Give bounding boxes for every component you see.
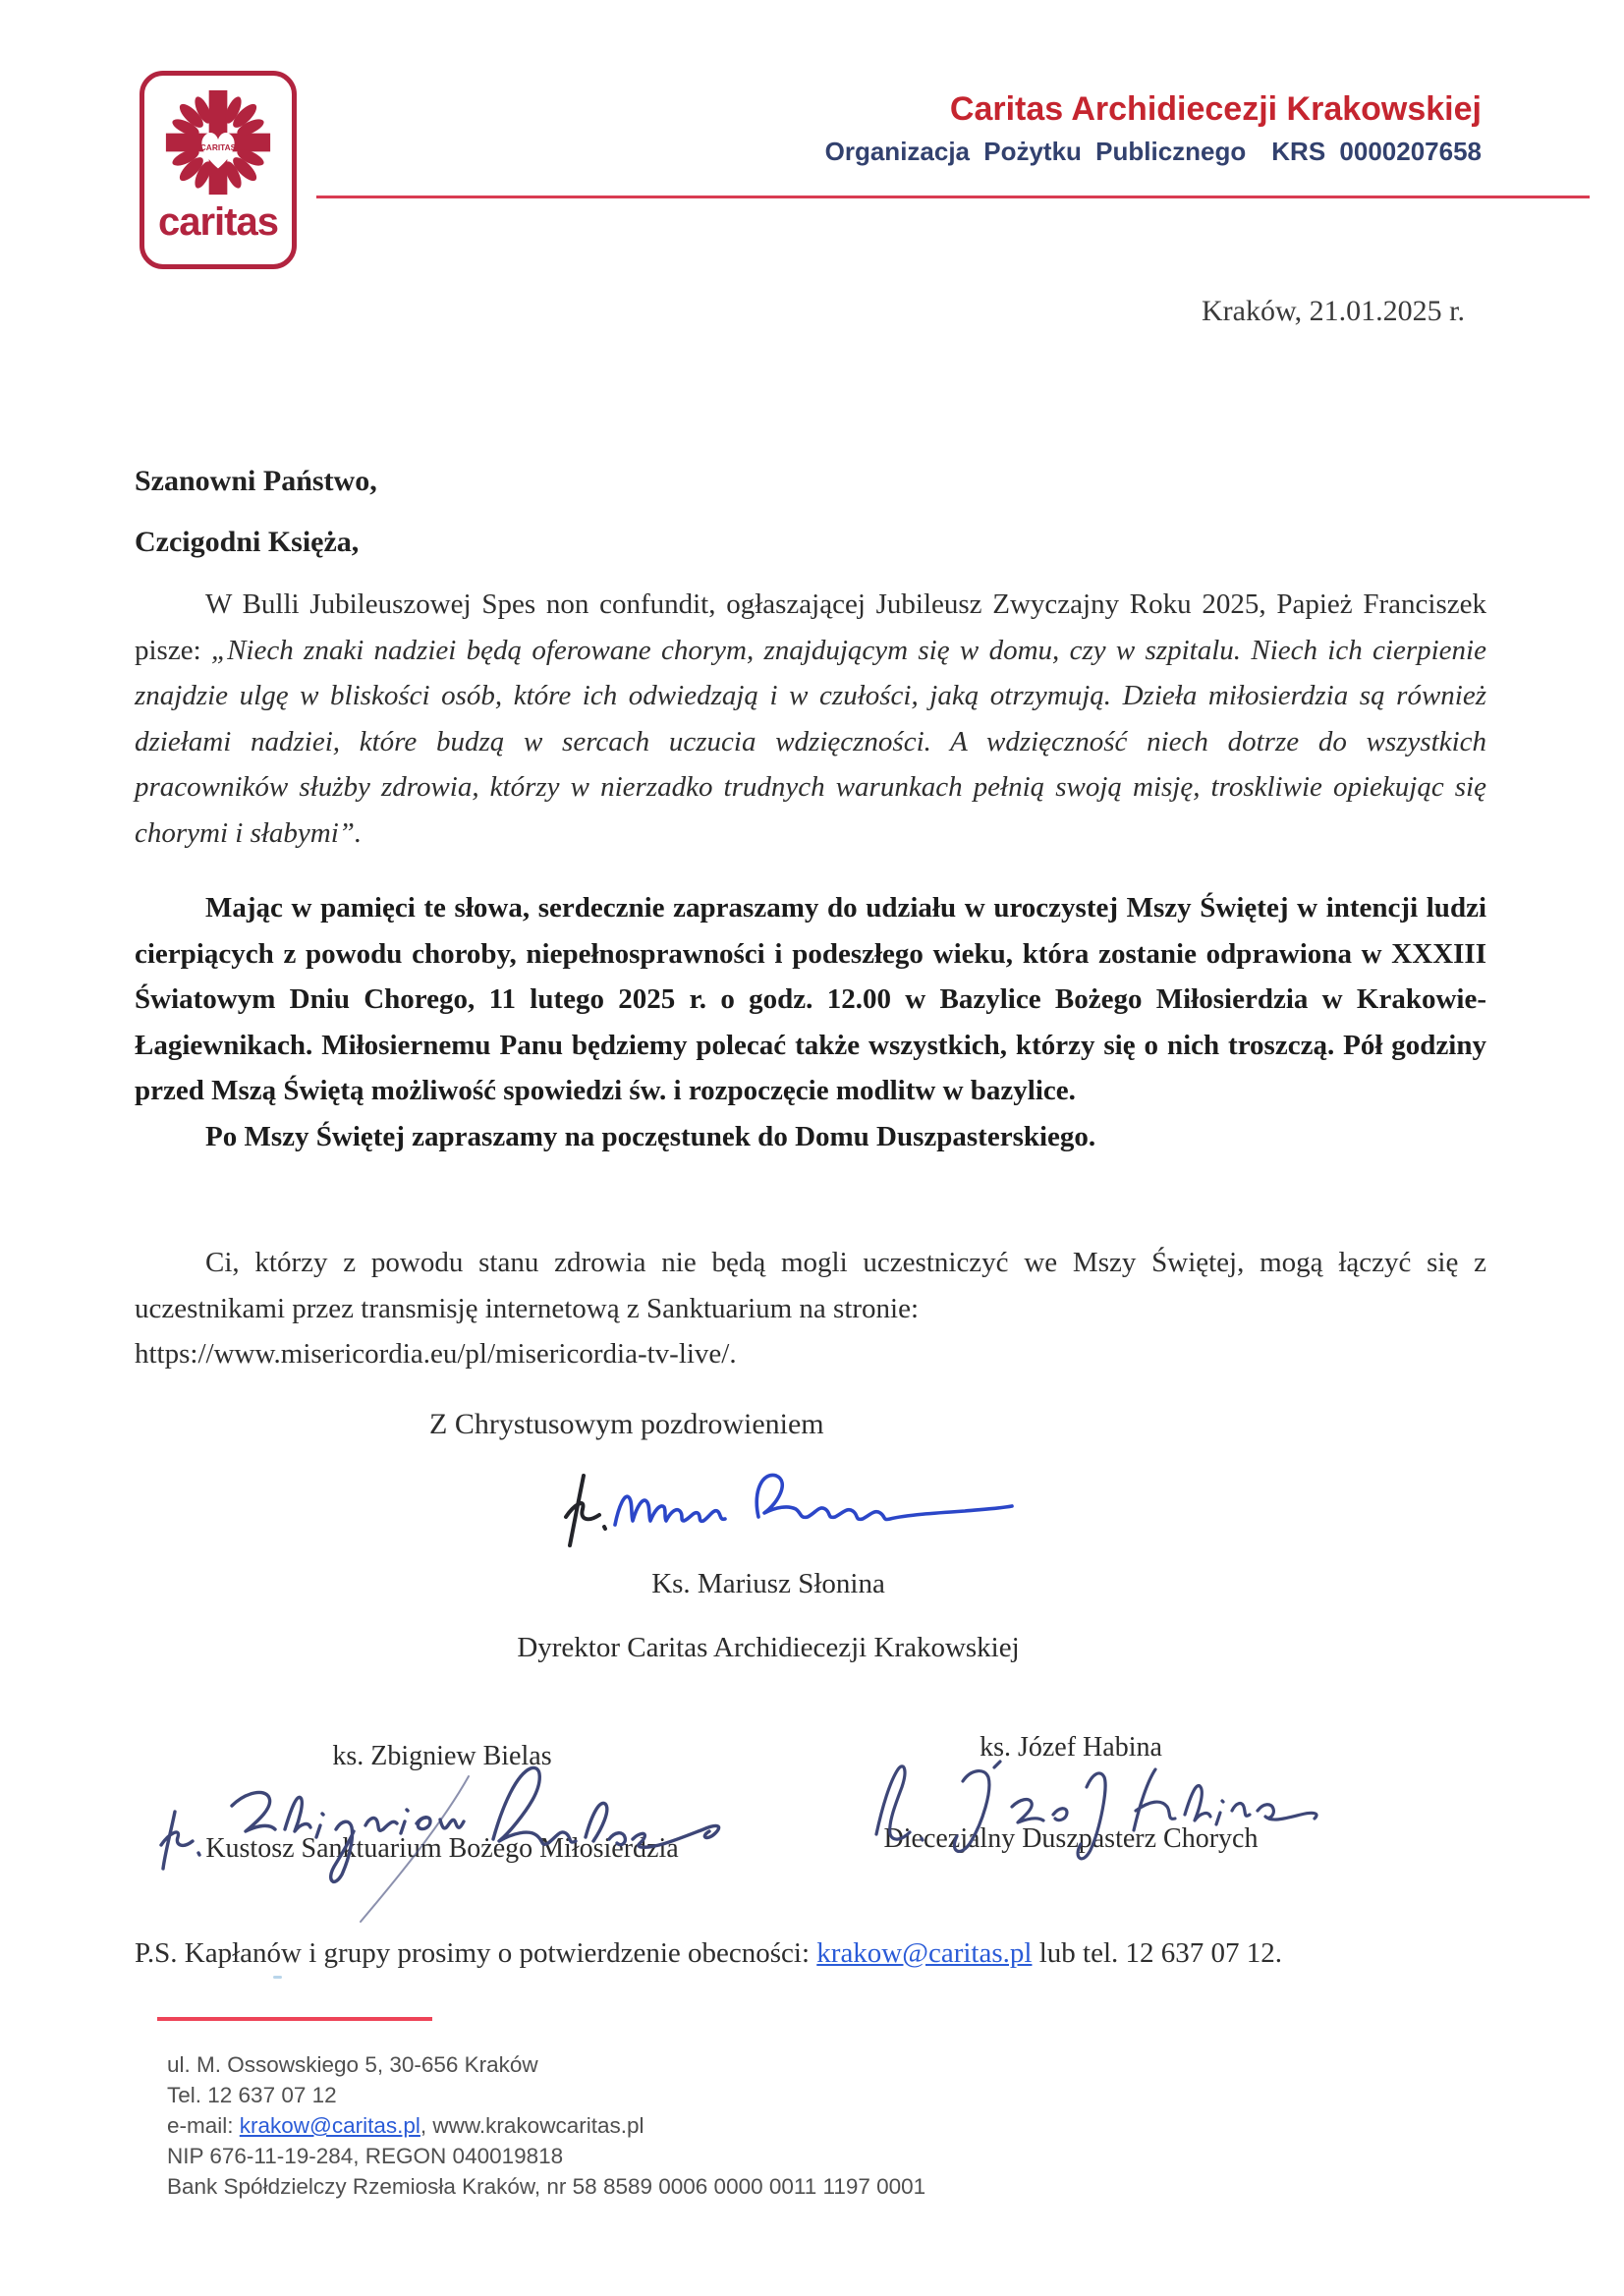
emblem-caritas-text: CARITAS (199, 141, 237, 152)
scan-artifact (273, 1976, 282, 1979)
footer-email-line (167, 2110, 925, 2141)
cosigner-left-title: Kustosz Sanktuarium Bożego Miłosierdzia (205, 1833, 679, 1864)
date-line: Kraków, 21.01.2025 r. (1201, 295, 1465, 327)
closing-line: Z Chrystusowym pozdrowieniem (429, 1408, 824, 1440)
signature-zbigniew-bielas (147, 1755, 756, 1937)
opp-label: Organizacja Pożytku Publicznego (824, 137, 1247, 167)
krs-number: KRS 0000207658 (1271, 137, 1482, 167)
salutation-1: Szanowni Państwo, (135, 465, 377, 497)
paragraph-3-text: Ci, którzy z powodu stanu zdrowia nie będą mogli uczestniczyć we Mszy Świętej, mogą łączyć się z uczestnikami przez transmisję internetową z Sanktuarium na stronie: (135, 1247, 1486, 1324)
ps-line (135, 1937, 1530, 1970)
masthead (825, 90, 1482, 167)
signer-name: Ks. Mariusz Słonina (651, 1568, 885, 1599)
cosigner-right-name: ks. Józef Habina (980, 1732, 1162, 1763)
paragraph-1 (135, 582, 1486, 856)
signer-title: Dyrektor Caritas Archidiecezji Krakowskiej (517, 1632, 1020, 1663)
logo-wordmark: caritas (158, 200, 278, 244)
paragraph-2 (135, 885, 1486, 1159)
caritas-emblem-icon (160, 83, 276, 202)
signer-block (135, 1568, 1402, 1664)
paragraph-3 (135, 1240, 1486, 1377)
paragraph-1-quote: „Niech znaki nadziei będą oferowane chorym, znajdującym się w domu, czy w szpitalu. Niech ich cierpienie znajdzie ulgę w bliskości osób, które ich odwiedzają i w czułości, jaką otrzymują. Dzieła miłosierdzia są również dziełami nadziei, które budzą w sercach uczucia wdzięczności. A wdzięczność niech dotrze do wszystkich pracowników służby zdrowia, którzy w nierzadko trudnych warunkach pełnią swoją misję, troskliwie opiekując się chorymi i słabymi”. (135, 634, 1486, 849)
org-name: Caritas Archidiecezji Krakowskiej (949, 90, 1482, 128)
paragraph-2-text: Mając w pamięci te słowa, serdecznie zapraszamy do udziału w uroczystej Mszy Świętej w intencji ludzi cierpiących z powodu choroby, niepełnosprawności i podeszłego wieku, która zostanie odprawiona w XXXIII Światowym Dniu Chorego, 11 lutego 2025 r. o godz. 12.00 w Bazylice Bożego Miłosierdzia w Krakowie-Łagiewnikach. Miłosiernemu Panu będziemy polecać także wszystkich, którzy się o nich troszczą. Pół godziny przed Mszą Świętą możliwość spowiedzi św. i rozpoczęcie modlitw w bazylice. (135, 892, 1486, 1106)
cosigner-right-title: Diecezjalny Duszpasterz Chorych (883, 1823, 1259, 1854)
footer-email-suffix: , www.krakowcaritas.pl (420, 2113, 644, 2138)
footer-phone: Tel. 12 637 07 12 (167, 2083, 337, 2107)
footer (167, 2049, 925, 2202)
ps-suffix: lub tel. 12 637 07 12. (1032, 1937, 1282, 1969)
header-divider (316, 196, 1590, 198)
signature-mariusz-slonina (550, 1450, 1032, 1566)
footer-address: ul. M. Ossowskiego 5, 30-656 Kraków (167, 2052, 538, 2077)
signature-jozef-habina (847, 1744, 1338, 1876)
footer-email-label: e-mail: (167, 2113, 240, 2138)
cosigner-left-name: ks. Zbigniew Bielas (332, 1741, 552, 1771)
caritas-logo (140, 71, 297, 269)
paragraph-2b-text: Po Mszy Świętej zapraszamy na poczęstunek do Domu Duszpasterskiego. (205, 1120, 1096, 1152)
footer-divider (157, 2017, 432, 2021)
ps-text: P.S. Kapłanów i grupy prosimy o potwierdzenie obecności: (135, 1937, 817, 1969)
footer-bank: Bank Spółdzielczy Rzemiosła Kraków, nr 58 8589 0006 0000 0011 1197 0001 (167, 2174, 926, 2199)
org-subtitle (825, 137, 1482, 167)
stream-url: https://www.misericordia.eu/pl/misericordia-tv-live/. (135, 1338, 737, 1370)
footer-nip-regon: NIP 676-11-19-284, REGON 040019818 (167, 2144, 564, 2168)
paragraph-1-intro: W Bulli Jubileuszowej Spes non confundit, ogłaszającej Jubileusz Zwyczajny Roku 2025, Papież Franciszek pisze: (135, 588, 1486, 666)
salutation-2: Czcigodni Księża, (135, 526, 360, 558)
footer-email-link[interactable]: krakow@caritas.pl (239, 2113, 420, 2138)
ps-email-link[interactable]: krakow@caritas.pl (816, 1937, 1033, 1969)
